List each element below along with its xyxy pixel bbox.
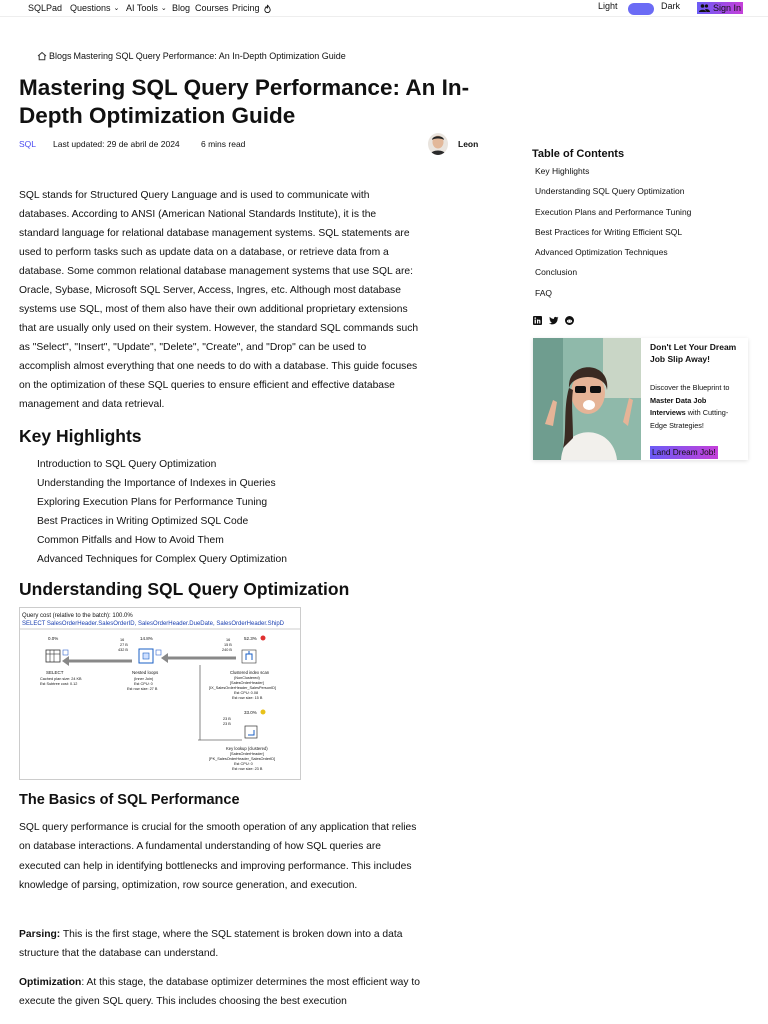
read-time: 6 mins read [201,139,246,149]
nav-questions[interactable] [70,3,119,13]
nav-blog[interactable]: Blog [172,3,191,13]
breadcrumb-blogs[interactable]: Blogs [49,51,72,61]
promo-text-post: with Cutting-Edge Strategies! [650,408,729,430]
list-item: Exploring Execution Plans for Performance Tuning [37,497,268,508]
promo-text-pre: Discover the Blueprint to [650,383,730,392]
nav-courses[interactable]: Courses [195,3,229,13]
sign-in-button[interactable] [697,2,743,14]
cluster-sub: Est row size: 15 B [232,696,263,700]
toc-item[interactable]: Best Practices for Writing Efficient SQL [535,226,683,237]
sign-in-label: Sign In [713,3,742,13]
nav-pricing[interactable] [232,3,272,13]
nav-pricing-label: Pricing [232,3,260,13]
nested-sub: (Inner Join) [134,677,154,681]
home-icon[interactable] [37,51,47,61]
pct-nested: 14.8% [140,636,153,641]
plan-query-line: SELECT SalesOrderHeader.SalesOrderID, SalesOrderHeader.DueDate, SalesOrderHeader.ShipD [22,621,285,627]
cluster-sub: Est CPU: 0.08 [234,691,259,695]
warning-icon [261,710,266,715]
table-of-contents [535,164,691,306]
promo-title: Don't Let Your Dream Job Slip Away! [650,342,737,364]
section-heading-basics: The Basics of SQL Performance [19,792,240,808]
plan-row-stat: 23 B [223,717,231,721]
parsing-paragraph [19,925,414,964]
pct-cluster: 52.3% [244,636,257,641]
theme-dark-label: Dark [661,1,681,11]
plan-cost-line: Query cost (relative to the batch): 100.0% [22,613,133,619]
flame-icon [263,4,272,13]
key-highlights-heading: Key Highlights [19,426,142,446]
toc-item[interactable]: FAQ [535,287,553,298]
nav-questions-label: Questions [70,3,111,13]
nav-ai-tools-label: AI Tools [126,3,158,13]
users-icon [699,4,710,12]
key-sub: Est CPU: 0 [234,762,253,766]
plan-row-stat: 27 B [120,643,128,647]
theme-light-label: Light [598,1,618,11]
key-sub: Est row size: 23 B [232,767,263,771]
optimization-text: : At this stage, the database optimizer determines the most efficient way to execute the given SQL query. This includes choosing the best execution [19,977,421,1008]
section-heading-optimization: Understanding SQL Query Optimization [19,579,350,599]
promo-text [650,382,742,432]
plan-row-stat: 15 B [224,643,232,647]
toc-item[interactable]: Advanced Optimization Techniques [535,247,668,258]
plan-row-stat: 23 B [223,722,231,726]
index-scan-icon [242,650,256,663]
cluster-label: Clustered index scan [230,670,270,675]
chevron-down-icon: ⌄ [113,5,120,12]
breadcrumb [37,51,346,61]
parsing-label: Parsing: [19,929,61,940]
nested-loops-icon [139,649,161,663]
select-sub: Cached plan size: 24 KB [40,677,82,681]
page-title: Mastering SQL Query Performance: An In-Depth Optimization Guide [19,75,470,128]
key-sub: [SalesOrderHeader] [230,752,264,756]
linkedin-icon[interactable] [533,312,542,321]
promo-card [533,338,748,460]
optimization-paragraph [19,973,424,1012]
plan-row-stat: 16 [120,638,125,642]
list-item: Common Pitfalls and How to Avoid Them [37,535,224,546]
brand-logo[interactable]: SQLPad [28,3,63,13]
chevron-down-icon: ⌄ [160,5,167,12]
twitter-icon[interactable] [549,312,558,321]
land-dream-job-button[interactable]: Land Dream Job! [652,447,716,457]
breadcrumb-current: Mastering SQL Query Performance: An In-Depth Optimization Guide [73,51,346,61]
warning-icon [261,636,266,641]
toc-item[interactable]: Key Highlights [535,166,590,176]
optimization-label: Optimization [19,977,82,988]
cluster-sub: [IX_SalesOrderHeader_SalesPersonID] [209,686,276,690]
nested-sub: Est row size: 27 B [127,687,158,691]
list-item: Best Practices in Writing Optimized SQL Code [37,516,249,527]
plan-row-stat: 16 [226,638,231,642]
avatar [428,133,448,155]
select-label: SELECT [46,670,64,675]
list-item: Introduction to SQL Query Optimization [37,459,217,470]
select-sub: Est Subtree cost: 0.12 [40,682,78,686]
toc-item[interactable]: Conclusion [535,267,578,278]
key-sub: [PK_SalesOrderHeader_SalesOrderID] [209,757,276,761]
list-item: Advanced Techniques for Complex Query Optimization [37,554,287,565]
nested-sub: Est CPU: 0 [134,682,153,686]
plan-row-stat: 432 B [118,648,128,652]
author-name[interactable]: Leon [458,139,479,149]
nested-label: Nested loops [132,670,159,675]
plan-row-stat: 240 B [222,648,232,652]
promo-image [533,338,641,460]
execution-plan-image [19,607,301,780]
pct-key: 33.0% [244,710,257,715]
theme-toggle[interactable] [628,3,654,15]
key-lookup-icon [245,726,257,738]
toc-item[interactable]: Understanding SQL Query Optimization [535,186,685,197]
parsing-text: This is the first stage, where the SQL statement is broken down into a data structure that the database can understand. [19,929,403,960]
top-navbar [0,0,768,17]
toc-title: Table of Contents [532,148,625,160]
key-label: Key lookup (clustered) [226,746,268,751]
cluster-sub: [SalesOrderHeader] [230,681,264,685]
tag-sql[interactable]: SQL [19,139,37,149]
basics-paragraph: SQL query performance is crucial for the smooth operation of any application that relies on database interactions. A fundamental understanding of how SQL queries are executed can help in identifying bottlenecks and improving performance. This includes knowledge of parsing, optimization, row source generation, and execution. [19,822,417,891]
intro-paragraph: SQL stands for Structured Query Language and is used to communicate with databases. According to ANSI (American National Standards Institute), it is the standard language for relational database management systems. SQL statements are used to perform tasks such as update data on a database, or retrieve data from a database. Some common relational database management systems that use SQL are: Oracle, Sybase, Microsoft SQL Server, Access, Ingres, etc. Although most database systems use SQL, most of them also have their own additional proprietary extensions that are usually only used on their system. However, the standard SQL commands such as "Select", "Insert", "Update", "Delete", "Create", and "Drop" can be used to accomplish almost everything that one needs to do with a database. This guide focuses on the optimization of these SQL queries to ensure efficient and effective database management and data retrieval. [19,190,419,410]
nav-ai-tools[interactable] [126,3,167,13]
list-item: Understanding the Importance of Indexes in Queries [37,478,276,489]
toc-item[interactable]: Execution Plans and Performance Tuning [535,206,692,217]
last-updated: Last updated: 29 de abril de 2024 [53,139,180,149]
pct-select: 0.0% [48,636,59,641]
reddit-icon[interactable] [565,312,574,321]
promo-text-bold: Master Data Job Interviews [650,395,707,417]
cluster-sub: (NonClustered) [234,676,260,680]
social-share [533,312,574,321]
highlights-list [37,455,287,569]
